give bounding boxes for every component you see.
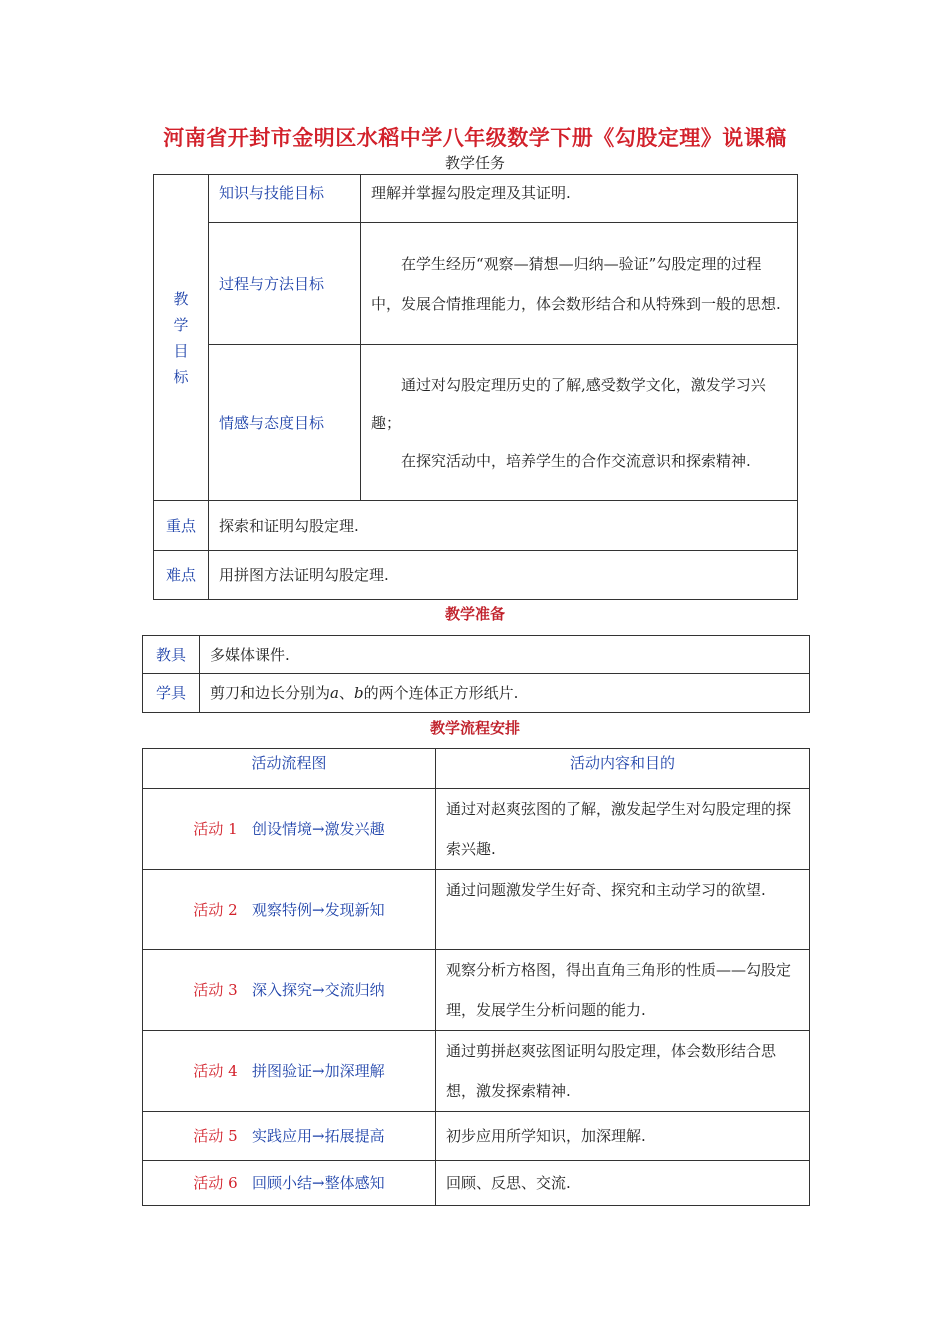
knowledge-goal-label: 知识与技能目标 [209, 175, 361, 223]
activity-content: 回顾、反思、交流. [436, 1161, 810, 1206]
activity-name: 活动 1 创设情境→激发兴趣 [143, 789, 436, 870]
activity-name: 活动 4 拼图验证→加深理解 [143, 1031, 436, 1112]
activity-content: 观察分析方格图，得出直角三角形的性质——勾股定理，发展学生分析问题的能力. [436, 950, 810, 1031]
attitude-goal-label: 情感与态度目标 [209, 345, 361, 501]
knowledge-goal-content: 理解并掌握勾股定理及其证明. [361, 175, 798, 223]
activity-content: 初步应用所学知识，加深理解. [436, 1112, 810, 1161]
table-row [143, 950, 810, 1031]
teaching-tasks-caption: 教学任务 [444, 154, 505, 172]
activity-name: 活动 3 深入探究→交流归纳 [143, 950, 436, 1031]
teaching-preparation-table [142, 635, 810, 713]
student-tools-label: 学具 [143, 674, 200, 713]
student-tools-content: 剪刀和边长分别为a、b的两个连体正方形纸片. [200, 674, 810, 713]
activity-content: 通过剪拼赵爽弦图证明勾股定理，体会数形结合思想，激发探索精神. [436, 1031, 810, 1112]
teaching-preparation-caption: 教学准备 [444, 605, 505, 623]
table-row [143, 870, 810, 950]
table-row [143, 1161, 810, 1206]
teacher-tools-label: 教具 [143, 636, 200, 674]
teacher-tools-content: 多媒体课件. [200, 636, 810, 674]
activity-name: 活动 2 观察特例→发现新知 [143, 870, 436, 950]
activity-name: 活动 6 回顾小结→整体感知 [143, 1161, 436, 1206]
activity-content: 通过问题激发学生好奇、探究和主动学习的欲望. [436, 870, 810, 950]
difficulty-content: 用拼图方法证明勾股定理. [209, 551, 798, 600]
key-point-label: 重点 [154, 501, 209, 551]
table-row [143, 1112, 810, 1161]
key-point-content: 探索和证明勾股定理. [209, 501, 798, 551]
activity-name: 活动 5 实践应用→拓展提高 [143, 1112, 436, 1161]
document-title: 河南省开封市金明区水稻中学八年级数学下册《勾股定理》说课稿 [163, 126, 787, 150]
table-row [143, 1031, 810, 1112]
activity-content: 通过对赵爽弦图的了解，激发起学生对勾股定理的探索兴趣. [436, 789, 810, 870]
teaching-flow-caption: 教学流程安排 [429, 719, 520, 737]
flow-header-left: 活动流程图 [143, 749, 436, 789]
process-goal-content: 在学生经历“观察—猜想—归纳—验证”勾股定理的过程中，发展合情推理能力，体会数形结合和从特殊到一般的思想. [361, 223, 798, 345]
teaching-goals-label: 教 学 目 标 [154, 175, 209, 501]
flow-header-right: 活动内容和目的 [436, 749, 810, 789]
table-row [143, 789, 810, 870]
attitude-goal-content: 通过对勾股定理历史的了解,感受数学文化，激发学习兴趣； 在探究活动中，培养学生的合作交流意识和探索精神. [361, 345, 798, 501]
process-goal-label: 过程与方法目标 [209, 223, 361, 345]
teaching-flow-table [142, 748, 810, 1206]
teaching-tasks-table [153, 174, 798, 600]
difficulty-label: 难点 [154, 551, 209, 600]
